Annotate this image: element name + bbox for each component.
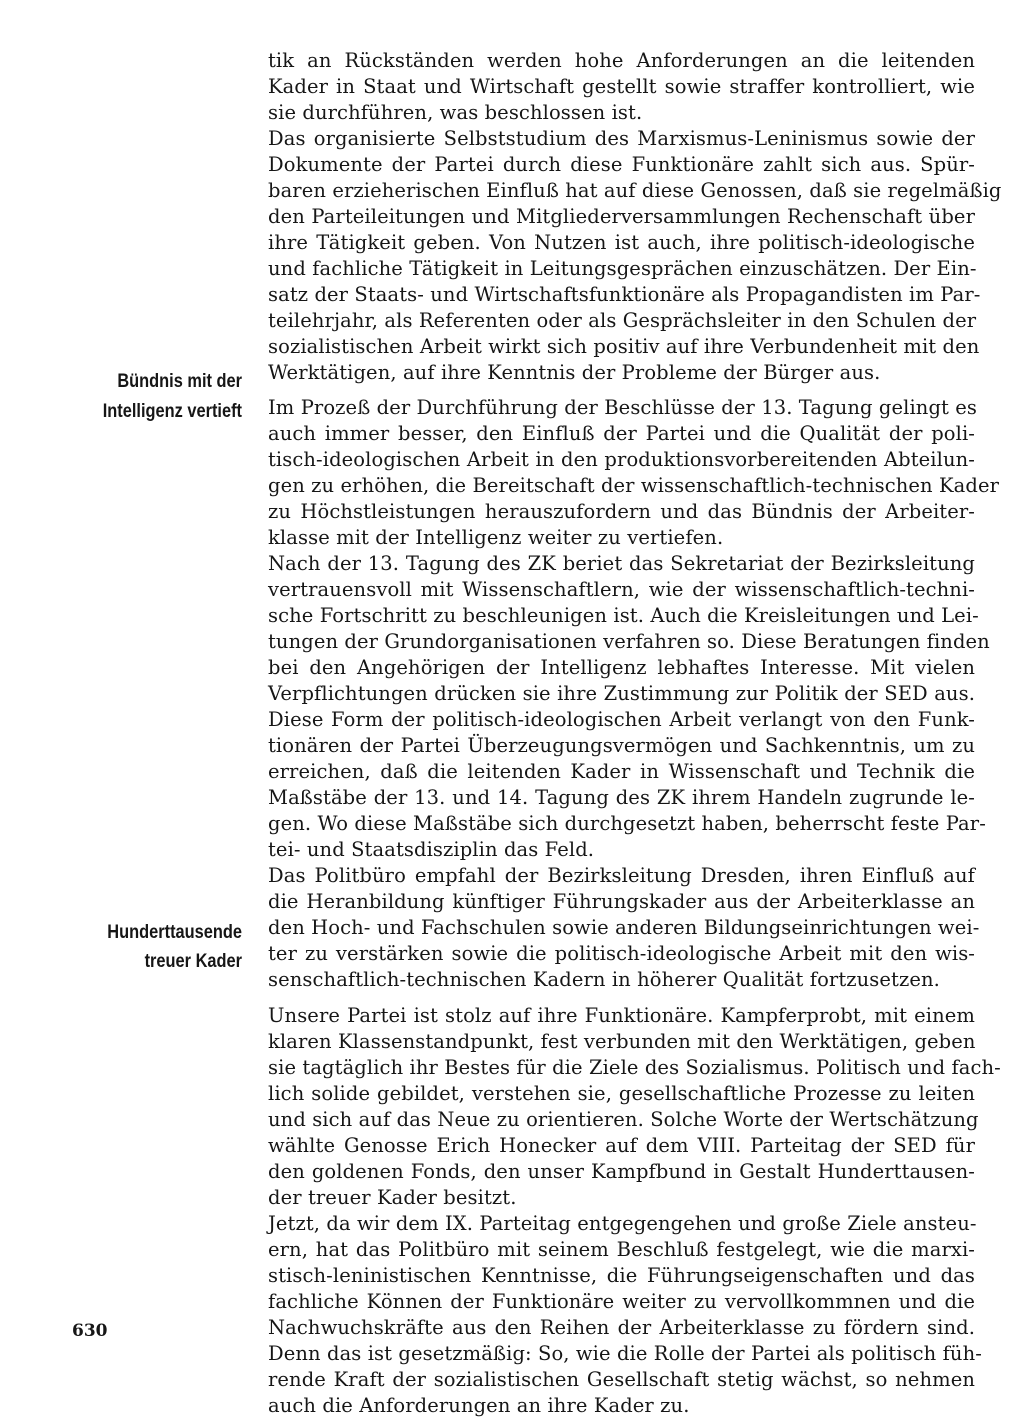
text-line: Dokumente der Partei durch diese Funktionäre zahlt sich aus. Spür-: [268, 153, 975, 176]
text-line: Das organisierte Selbststudium des Marxismus-Leninismus sowie der: [268, 127, 975, 150]
text-line: klaren Klassenstandpunkt, fest verbunden mit den Werktätigen, geben: [268, 1030, 976, 1053]
text-line: gen. Wo diese Maßstäbe sich durchgesetzt haben, beherrscht feste Par-: [268, 812, 986, 835]
text-line: den Parteileitungen und Mitgliederversammlungen Rechenschaft über: [268, 205, 975, 228]
text-line: den Hoch- und Fachschulen sowie anderen Bildungseinrichtungen wei-: [268, 916, 980, 939]
text-line: tisch-ideologischen Arbeit in den produktionsvorbereitenden Abteilun-: [268, 448, 975, 471]
text-line: Jetzt, da wir dem IX. Parteitag entgegengehen und große Ziele ansteu-: [268, 1212, 977, 1235]
text-line: erreichen, daß die leitenden Kader in Wissenschaft und Technik die: [268, 760, 975, 783]
text-line: bei den Angehörigen der Intelligenz lebhaftes Interesse. Mit vielen: [268, 656, 975, 679]
text-line: sche Fortschritt zu beschleunigen ist. Auch die Kreisleitungen und Lei-: [268, 604, 979, 627]
side-heading-buendnis-line-2: Intelligenz vertieft: [102, 400, 242, 422]
text-line: Nachwuchskräfte aus den Reihen der Arbeiterklasse zu fördern sind.: [268, 1316, 975, 1339]
text-line: sozialistischen Arbeit wirkt sich positiv auf ihre Verbundenheit mit den: [268, 335, 980, 358]
page-number: 630: [72, 1321, 108, 1341]
text-line: die Heranbildung künftiger Führungskader aus der Arbeiterklasse an: [268, 890, 975, 913]
text-line: und sich auf das Neue zu orientieren. Solche Worte der Wertschätzung: [268, 1108, 979, 1131]
text-line: zu Höchstleistungen herauszufordern und das Bündnis der Arbeiter-: [268, 500, 975, 523]
text-line: den goldenen Fonds, den unser Kampfbund in Gestalt Hunderttausen-: [268, 1160, 975, 1183]
text-line: tungen der Grundorganisationen verfahren so. Diese Beratungen finden: [268, 630, 990, 653]
text-line: der treuer Kader besitzt.: [268, 1186, 517, 1209]
text-line: vertrauensvoll mit Wissenschaftlern, wie der wissenschaftlich-techni-: [268, 578, 975, 601]
side-heading-buendnis-line-1: Bündnis mit der: [117, 370, 242, 392]
text-line: teilehrjahr, als Referenten oder als Gesprächsleiter in den Schulen der: [268, 309, 977, 332]
text-line: Kader in Staat und Wirtschaft gestellt sowie straffer kontrolliert, wie: [268, 75, 975, 98]
text-line: satz der Staats- und Wirtschaftsfunktionäre als Propagandisten im Par-: [268, 283, 981, 306]
text-line: wählte Genosse Erich Honecker auf dem VIII. Parteitag der SED für: [268, 1134, 975, 1157]
text-line: stisch-leninistischen Kenntnisse, die Führungseigenschaften und das: [268, 1264, 975, 1287]
text-line: Unsere Partei ist stolz auf ihre Funktionäre. Kampferprobt, mit einem: [268, 1004, 975, 1027]
text-line: Nach der 13. Tagung des ZK beriet das Sekretariat der Bezirksleitung: [268, 552, 975, 575]
text-line: klasse mit der Intelligenz weiter zu vertiefen.: [268, 526, 724, 549]
text-line: ihre Tätigkeit geben. Von Nutzen ist auch, ihre politisch-ideologische: [268, 231, 975, 254]
text-line: ter zu verstärken sowie die politisch-ideologische Arbeit mit den wis-: [268, 942, 975, 965]
text-line: ern, hat das Politbüro mit seinem Beschluß festgelegt, wie die marxi-: [268, 1238, 975, 1261]
text-line: auch die Anforderungen an ihre Kader zu.: [268, 1394, 690, 1417]
text-line: sie durchführen, was beschlossen ist.: [268, 101, 643, 124]
text-line: Denn das ist gesetzmäßig: So, wie die Rolle der Partei als politisch füh-: [268, 1342, 982, 1365]
text-line: Werktätigen, auf ihre Kenntnis der Probleme der Bürger aus.: [268, 361, 881, 384]
text-line: Verpflichtungen drücken sie ihre Zustimmung zur Politik der SED aus.: [268, 682, 975, 705]
text-line: Maßstäbe der 13. und 14. Tagung des ZK ihrem Handeln zugrunde le-: [268, 786, 975, 809]
text-line: Im Prozeß der Durchführung der Beschlüsse der 13. Tagung gelingt es: [268, 396, 978, 419]
text-line: baren erzieherischen Einfluß hat auf diese Genossen, daß sie regelmäßig: [268, 179, 1002, 202]
text-line: tik an Rückständen werden hohe Anforderungen an die leitenden: [268, 49, 975, 72]
text-line: auch immer besser, den Einfluß der Partei und die Qualität der poli-: [268, 422, 975, 445]
text-line: und fachliche Tätigkeit in Leitungsgesprächen einzuschätzen. Der Ein-: [268, 257, 977, 280]
text-line: tei- und Staatsdisziplin das Feld.: [268, 838, 595, 861]
text-line: rende Kraft der sozialistischen Gesellschaft stetig wächst, so nehmen: [268, 1368, 975, 1391]
side-heading-kader-line-1: Hunderttausende: [107, 921, 243, 943]
text-line: senschaftlich-technischen Kadern in höherer Qualität fortzusetzen.: [268, 968, 940, 991]
text-line: Diese Form der politisch-ideologischen Arbeit verlangt von den Funk-: [268, 708, 975, 731]
text-line: sie tagtäglich ihr Bestes für die Ziele des Sozialismus. Politisch und fach-: [268, 1056, 1001, 1079]
text-line: tionären der Partei Überzeugungsvermögen und Sachkenntnis, um zu: [268, 734, 975, 757]
side-heading-kader-line-2: treuer Kader: [144, 950, 242, 972]
text-line: Das Politbüro empfahl der Bezirksleitung Dresden, ihren Einfluß auf: [268, 864, 975, 887]
text-line: lich solide gebildet, verstehen sie, gesellschaftliche Prozesse zu leiten: [268, 1082, 975, 1105]
text-line: gen zu erhöhen, die Bereitschaft der wissenschaftlich-technischen Kader: [268, 474, 1000, 497]
text-line: fachliche Können der Funktionäre weiter zu vervollkommnen und die: [268, 1290, 975, 1313]
